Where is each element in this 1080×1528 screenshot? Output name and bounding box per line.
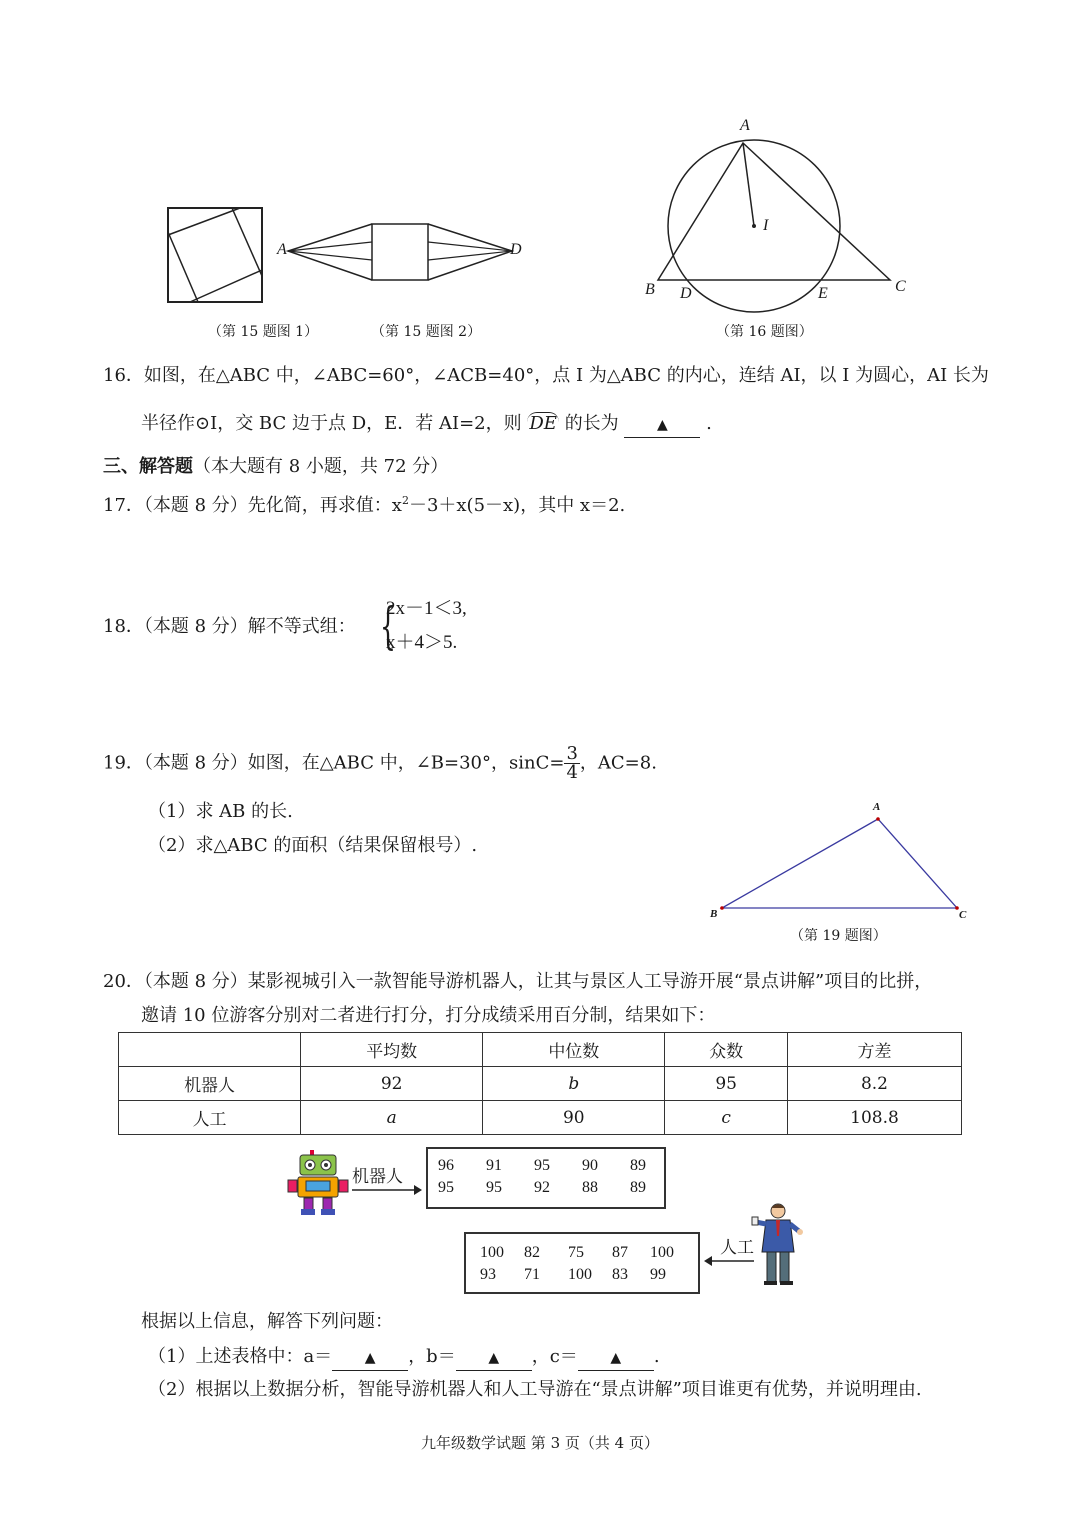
- score-value: 75: [568, 1244, 584, 1261]
- table-header-cell: 方差: [787, 1033, 961, 1067]
- human-scores-box: [464, 1232, 700, 1294]
- table-cell: a: [301, 1101, 483, 1135]
- robot-icon: [286, 1150, 350, 1216]
- q20-line1: 20．（本题 8 分）某影视城引入一款智能导游机器人，让其与景区人工导游开展“景点讲解”项目的比拼，: [103, 971, 933, 992]
- score-value: 99: [650, 1266, 666, 1283]
- q19-text: [103, 745, 657, 782]
- fig16-label-i: I: [763, 217, 769, 234]
- fig19-label-a: A: [873, 801, 881, 813]
- score-value: 95: [486, 1179, 502, 1196]
- q20-part1-b: ，b＝: [408, 1346, 456, 1367]
- q18-brace: {: [379, 597, 396, 655]
- q17-exponent: 2: [401, 494, 409, 507]
- score-value: 93: [480, 1266, 496, 1283]
- table-header-cell: 中位数: [483, 1033, 665, 1067]
- fig16-label-d: D: [680, 285, 692, 302]
- answer-blank-c[interactable]: ▲: [578, 1346, 654, 1371]
- q19-text-post: ，AC=8.: [579, 752, 657, 774]
- fig15-1-caption: （第 15 题图 1）: [208, 324, 319, 340]
- score-value: 89: [630, 1157, 646, 1174]
- q16-line2-post: 的长为: [564, 413, 619, 434]
- q20-part1: [148, 1345, 660, 1371]
- score-value: 100: [650, 1244, 674, 1261]
- score-value: 96: [438, 1157, 454, 1174]
- fig16-label-c: C: [895, 278, 906, 295]
- fig15-1-diagram: [165, 205, 265, 305]
- fig19-diagram: [720, 816, 960, 912]
- robot-scores-grid: [438, 1157, 678, 1197]
- q16-line2-pre: 半径作⊙I，交 BC 边于点 D，E．若 AI=2，则: [141, 413, 522, 434]
- table-cell: 8.2: [787, 1067, 961, 1101]
- table-header-row: [119, 1033, 962, 1067]
- q20-intro: 根据以上信息，解答下列问题：: [141, 1311, 393, 1332]
- score-value: 88: [582, 1179, 598, 1196]
- table-cell: 90: [483, 1101, 665, 1135]
- score-value: 87: [612, 1244, 628, 1261]
- score-value: 92: [534, 1179, 550, 1196]
- q17-text-post: －3＋x(5－x)，其中 x＝2.: [408, 495, 626, 516]
- q18-text: 18．（本题 8 分）解不等式组：: [103, 616, 356, 637]
- q20-part1-end: .: [653, 1346, 660, 1367]
- answer-blank-b[interactable]: ▲: [456, 1346, 532, 1371]
- score-value: 100: [480, 1244, 504, 1261]
- q19-fraction-den: 4: [566, 762, 578, 783]
- score-value: 100: [568, 1266, 592, 1283]
- q19-fraction: [564, 745, 579, 782]
- table-cell: 95: [665, 1067, 788, 1101]
- robot-label: 机器人: [352, 1167, 403, 1187]
- q17-text: [103, 489, 625, 518]
- fig16-label-e: E: [818, 285, 828, 302]
- score-value: 95: [438, 1179, 454, 1196]
- q18-ineq-1: 2x－1＜3,: [386, 598, 467, 619]
- section-3-heading: [103, 455, 448, 479]
- table-header-cell: 众数: [665, 1033, 788, 1067]
- fig16-diagram: [655, 135, 905, 295]
- robot-arrow-icon: [352, 1184, 422, 1196]
- table-row: [119, 1101, 962, 1135]
- fig15-2-label-a: A: [277, 241, 287, 258]
- q20-part1-pre: （1）上述表格中：a＝: [148, 1346, 333, 1367]
- fig19-label-b: B: [710, 908, 718, 920]
- q17-text-pre: 17．（本题 8 分）先化简，再求值：x: [103, 495, 402, 516]
- table-cell: b: [483, 1067, 665, 1101]
- fig15-2-label-d: D: [510, 241, 522, 258]
- q16-end: .: [706, 413, 712, 434]
- human-scores-grid: [480, 1244, 694, 1284]
- q19-part2: （2）求△ABC 的面积（结果保留根号）.: [148, 835, 478, 856]
- fig16-label-b: B: [645, 281, 655, 298]
- q16-answer-blank[interactable]: ▲: [624, 413, 700, 438]
- table-header-cell: 平均数: [301, 1033, 483, 1067]
- q19-fraction-num: 3: [566, 743, 578, 764]
- table-row: [119, 1067, 962, 1101]
- human-label: 人工: [720, 1238, 754, 1258]
- fig16-label-a: A: [740, 117, 750, 134]
- q20-part1-c: ，c＝: [531, 1346, 578, 1367]
- table-header-cell: [119, 1033, 301, 1067]
- score-value: 91: [486, 1157, 502, 1174]
- human-arrow-icon: [704, 1255, 754, 1267]
- table-cell: 人工: [119, 1101, 301, 1135]
- q16-arc-de: DE: [529, 413, 557, 434]
- score-value: 90: [582, 1157, 598, 1174]
- fig15-2-diagram: [286, 222, 516, 282]
- page-footer: 九年级数学试题 第 3 页（共 4 页）: [421, 1434, 659, 1452]
- q18-ineq-2: x＋4＞5.: [386, 632, 458, 653]
- score-value: 82: [524, 1244, 540, 1261]
- q20-stats-table: [118, 1032, 962, 1135]
- section-3-title: 三、解答题: [103, 456, 193, 477]
- fig19-caption: （第 19 题图）: [790, 928, 887, 944]
- table-cell: 92: [301, 1067, 483, 1101]
- table-cell: 机器人: [119, 1067, 301, 1101]
- section-3-note: （本大题有 8 小题，共 72 分）: [193, 456, 449, 477]
- q19-text-pre: 19．（本题 8 分）如图，在△ABC 中，∠B=30°，sinC=: [103, 752, 565, 774]
- q20-line2: 邀请 10 位游客分别对二者进行打分，打分成绩采用百分制，结果如下：: [141, 1005, 716, 1026]
- score-value: 95: [534, 1157, 550, 1174]
- table-cell: 108.8: [787, 1101, 961, 1135]
- score-value: 83: [612, 1266, 628, 1283]
- score-value: 71: [524, 1266, 540, 1283]
- answer-blank-a[interactable]: ▲: [332, 1346, 408, 1371]
- q16-line1: 16．如图，在△ABC 中，∠ABC=60°，∠ACB=40°，点 I 为△ABC 的内心，连结 AI，以 I 为圆心，AI 长为: [103, 365, 989, 386]
- fig19-label-c: C: [959, 909, 967, 921]
- robot-scores-box: [426, 1147, 666, 1209]
- fig15-2-caption: （第 15 题图 2）: [371, 324, 482, 340]
- table-cell: c: [665, 1101, 788, 1135]
- q20-part2: （2）根据以上数据分析，智能导游机器人和人工导游在“景点讲解”项目谁更有优势，并说明理由.: [148, 1379, 922, 1400]
- q16-line2: [141, 412, 712, 438]
- score-value: 89: [630, 1179, 646, 1196]
- fig16-caption: （第 16 题图）: [716, 324, 813, 340]
- q19-part1: （1）求 AB 的长.: [148, 801, 293, 822]
- tour-guide-person-icon: [752, 1202, 804, 1286]
